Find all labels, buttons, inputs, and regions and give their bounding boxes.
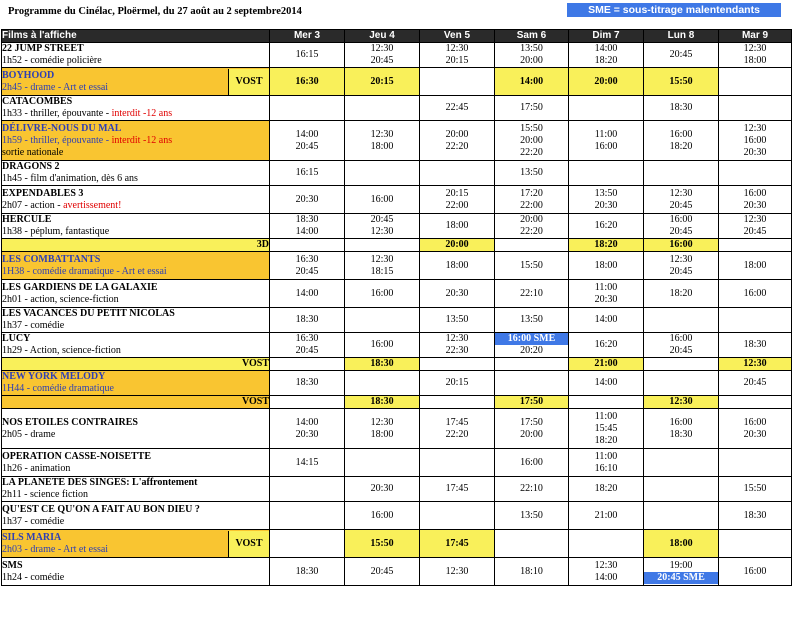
session-cell — [345, 449, 420, 477]
session-cell: 11:00 15:45 18:20 — [569, 409, 644, 449]
session-cell: 17:45 — [420, 477, 495, 502]
film-info — [2, 252, 270, 280]
session-cell: 18:30 — [270, 308, 345, 333]
film-row — [2, 121, 792, 161]
session-cell: 18:30 — [719, 502, 792, 530]
session-cell: 18:00 — [420, 214, 495, 239]
session-cell: 11:00 16:00 — [569, 121, 644, 161]
session-cell: 14:00 — [569, 308, 644, 333]
column-header-day: Ven 5 — [420, 30, 495, 43]
session-cell-tagged: 12:30 — [719, 358, 792, 371]
session-cell: 16:00 — [719, 280, 792, 308]
session-cell — [420, 502, 495, 530]
session-cell: 12:30 14:00 — [569, 558, 644, 586]
session-sme: 20:45 SME — [644, 572, 718, 584]
session-cell: 20:45 — [644, 43, 719, 68]
session-cell: 18:30 — [270, 371, 345, 396]
film-title: LES GARDIENS DE LA GALAXIE — [2, 281, 158, 293]
film-details: 2h05 - drame — [2, 428, 56, 440]
session-cell — [644, 308, 719, 333]
film-details: 1h52 - comédie policière — [2, 55, 102, 66]
session-cell — [345, 308, 420, 333]
session-cell — [644, 161, 719, 186]
film-row — [2, 68, 792, 96]
session-cell: 20:15 22:00 — [420, 186, 495, 214]
session-cell: 22:45 — [420, 96, 495, 121]
session-cell: 20:45 — [345, 558, 420, 586]
film-title: LES COMBATTANTS — [2, 253, 101, 265]
page-title: Programme du Cinélac, Ploërmel, du 27 août au 2 septembre2014 — [8, 6, 302, 17]
film-details: 2h03 - drame - Art et essai — [2, 543, 109, 555]
film-info — [2, 68, 270, 96]
session-cell — [495, 371, 569, 396]
session-cell: 20:00 22:20 — [420, 121, 495, 161]
session-cell: 15:50 — [719, 477, 792, 502]
session-cell: 18:30 — [719, 333, 792, 358]
film-title: SILS MARIA — [2, 531, 62, 543]
film-row — [2, 371, 792, 396]
column-header-day: Lun 8 — [644, 30, 719, 43]
film-info — [2, 186, 270, 214]
film-row — [2, 558, 792, 586]
page-header — [0, 0, 800, 28]
session-cell: 11:00 20:30 — [569, 280, 644, 308]
column-header-day: Mer 3 — [270, 30, 345, 43]
film-info — [2, 280, 270, 308]
film-release-note: sortie nationale — [2, 146, 64, 158]
session-cell-tagged: 17:50 — [495, 396, 569, 409]
film-row — [2, 43, 792, 68]
film-row — [2, 214, 792, 239]
film-title: OPERATION CASSE-NOISETTE — [2, 450, 152, 462]
film-row — [2, 409, 792, 449]
session-cell: 12:30 — [420, 558, 495, 586]
film-title: LA PLANETE DES SINGES: L'affrontement — [2, 477, 198, 488]
session-cell: 16:15 — [270, 43, 345, 68]
session-cell: 12:30 20:45 — [644, 252, 719, 280]
film-row — [2, 477, 792, 502]
session-cell: 12:30 20:45 — [644, 186, 719, 214]
film-details: 2h11 - science fiction — [2, 489, 88, 500]
session-cell-tagged — [270, 396, 345, 409]
film-tag: VOST — [228, 69, 269, 95]
session-cell — [719, 308, 792, 333]
film-info — [2, 161, 270, 186]
session-cell — [644, 502, 719, 530]
session-cell: 16:20 — [569, 214, 644, 239]
session-cell: 16:30 20:45 — [270, 252, 345, 280]
film-row — [2, 96, 792, 121]
film-title: 22 JUMP STREET — [2, 43, 84, 54]
film-title: SMS — [2, 559, 23, 571]
session-time: 19:00 — [669, 559, 693, 571]
session-cell: 17:45 22:20 — [420, 409, 495, 449]
session-cell — [495, 530, 569, 558]
film-row — [2, 530, 792, 558]
session-cell: 16:00 — [495, 449, 569, 477]
session-cell: 20:00 — [569, 68, 644, 96]
session-cell: 14:00 — [495, 68, 569, 96]
film-title: NEW YORK MELODY — [2, 371, 106, 382]
film-row — [2, 252, 792, 280]
session-cell-tagged — [569, 396, 644, 409]
session-cell: 14:00 — [569, 371, 644, 396]
session-cell: 16:00 20:45 — [644, 214, 719, 239]
film-row — [2, 161, 792, 186]
session-cell-tagged: 18:30 — [345, 358, 420, 371]
session-cell: 16:30 20:45 — [270, 333, 345, 358]
session-cell — [345, 96, 420, 121]
session-cell: 12:30 18:00 — [719, 43, 792, 68]
session-cell-tagged: 21:00 — [569, 358, 644, 371]
film-tag-row — [2, 358, 792, 371]
session-cell — [495, 333, 569, 358]
session-cell — [719, 96, 792, 121]
session-cell: 16:00 20:30 — [719, 186, 792, 214]
session-cell — [420, 68, 495, 96]
session-cell: 20:30 — [420, 280, 495, 308]
session-cell-tagged: 18:30 — [345, 396, 420, 409]
film-info — [2, 502, 270, 530]
session-cell: 18:30 — [270, 558, 345, 586]
session-cell: 12:30 18:00 — [345, 121, 420, 161]
film-row — [2, 308, 792, 333]
film-info — [2, 477, 270, 502]
session-cell: 12:30 20:45 — [719, 214, 792, 239]
column-header-films: Films à l'affiche — [2, 30, 270, 43]
film-tag: VOST — [2, 396, 270, 409]
film-info — [2, 530, 270, 558]
session-cell — [644, 449, 719, 477]
film-title: LUCY — [2, 333, 31, 344]
session-cell — [644, 371, 719, 396]
session-cell: 16:20 — [569, 333, 644, 358]
film-info — [2, 121, 270, 161]
film-details: 1h59 - thriller, épouvante - — [2, 134, 112, 146]
sme-legend: SME = sous-titrage malentendants — [567, 3, 781, 17]
session-cell — [569, 96, 644, 121]
session-cell: 13:50 20:30 — [569, 186, 644, 214]
session-cell: 15:50 — [345, 530, 420, 558]
film-row — [2, 449, 792, 477]
film-info — [2, 308, 270, 333]
session-cell: 16:00 — [345, 333, 420, 358]
film-details: 1h26 - animation — [2, 462, 71, 474]
session-cell: 12:30 22:30 — [420, 333, 495, 358]
session-cell: 20:30 — [345, 477, 420, 502]
column-header-day: Dim 7 — [569, 30, 644, 43]
column-header-day: Sam 6 — [495, 30, 569, 43]
film-title: DRAGONS 2 — [2, 161, 60, 172]
session-cell — [345, 161, 420, 186]
session-cell: 16:00 18:20 — [644, 121, 719, 161]
session-cell: 18:00 — [569, 252, 644, 280]
film-warning: avertissement! — [63, 199, 122, 211]
session-cell: 13:50 — [420, 308, 495, 333]
film-row — [2, 502, 792, 530]
film-title: EXPENDABLES 3 — [2, 187, 84, 199]
session-cell: 14:00 20:30 — [270, 409, 345, 449]
session-cell: 20:30 — [270, 186, 345, 214]
session-cell: 12:30 20:45 — [345, 43, 420, 68]
film-details: 1H38 - comédie dramatique - Art et essai — [2, 265, 167, 277]
film-row — [2, 333, 792, 358]
film-info — [2, 371, 270, 396]
film-info — [2, 558, 270, 586]
session-cell: 20:45 12:30 — [345, 214, 420, 239]
film-details: 2h07 - action - — [2, 199, 64, 211]
session-cell: 20:15 — [420, 371, 495, 396]
film-details: 1H44 - comédie dramatique — [2, 383, 114, 394]
film-info — [2, 43, 270, 68]
session-cell: 13:50 — [495, 502, 569, 530]
session-cell — [719, 68, 792, 96]
session-cell — [270, 96, 345, 121]
session-cell: 18:10 — [495, 558, 569, 586]
session-cell — [644, 558, 719, 586]
film-info — [2, 409, 270, 449]
session-cell: 22:10 — [495, 280, 569, 308]
session-cell: 15:50 20:00 22:20 — [495, 121, 569, 161]
session-cell: 15:50 — [495, 252, 569, 280]
film-title: LES VACANCES DU PETIT NICOLAS — [2, 308, 175, 319]
film-tag: VOST — [2, 358, 270, 371]
session-cell — [270, 502, 345, 530]
session-cell: 16:00 — [345, 280, 420, 308]
session-cell: 12:30 18:00 — [345, 409, 420, 449]
session-cell: 16:00 — [345, 186, 420, 214]
session-cell: 21:00 — [569, 502, 644, 530]
session-cell — [569, 161, 644, 186]
film-info — [2, 96, 270, 121]
film-details: 2h01 - action, science-fiction — [2, 293, 119, 305]
film-details: 1h29 - Action, science-fiction — [2, 345, 121, 356]
session-cell: 17:20 22:00 — [495, 186, 569, 214]
session-cell: 17:45 — [420, 530, 495, 558]
session-cell: 16:00 — [719, 558, 792, 586]
session-cell: 20:45 — [719, 371, 792, 396]
session-cell: 16:15 — [270, 161, 345, 186]
session-cell: 12:30 18:15 — [345, 252, 420, 280]
session-cell: 18:00 — [420, 252, 495, 280]
session-time: 20:20 — [520, 345, 543, 356]
session-cell-tagged — [420, 396, 495, 409]
film-title: HERCULE — [2, 214, 52, 225]
film-tag: 3D — [2, 239, 270, 252]
session-cell-tagged — [495, 358, 569, 371]
film-title: BOYHOOD — [2, 69, 55, 81]
session-cell — [719, 530, 792, 558]
session-cell — [719, 161, 792, 186]
film-details: 1h33 - thriller, épouvante - — [2, 108, 112, 119]
film-info — [2, 214, 270, 239]
session-cell-tagged — [719, 239, 792, 252]
session-cell-tagged — [644, 358, 719, 371]
film-row — [2, 280, 792, 308]
session-cell — [270, 477, 345, 502]
session-cell: 14:15 — [270, 449, 345, 477]
film-warning: interdit -12 ans — [111, 134, 173, 146]
session-cell: 12:30 20:15 — [420, 43, 495, 68]
session-cell: 14:00 — [270, 280, 345, 308]
film-details: 1h37 - comédie — [2, 320, 65, 331]
session-cell: 18:20 — [644, 280, 719, 308]
session-cell: 17:50 20:00 — [495, 409, 569, 449]
session-cell: 13:50 20:00 — [495, 43, 569, 68]
session-sme: 16:00 SME — [495, 333, 568, 345]
session-cell: 14:00 20:45 — [270, 121, 345, 161]
session-cell-tagged: 12:30 — [644, 396, 719, 409]
session-cell-tagged: 16:00 — [644, 239, 719, 252]
session-cell — [420, 161, 495, 186]
session-cell — [569, 530, 644, 558]
session-cell-tagged — [345, 239, 420, 252]
header-row — [2, 30, 792, 43]
session-cell — [345, 371, 420, 396]
film-tag-row — [2, 396, 792, 409]
film-row — [2, 186, 792, 214]
session-cell: 16:30 — [270, 68, 345, 96]
session-cell-tagged — [719, 396, 792, 409]
column-header-day: Mar 9 — [719, 30, 792, 43]
session-cell-tagged — [420, 358, 495, 371]
session-cell — [719, 449, 792, 477]
film-tag: VOST — [228, 531, 269, 557]
film-tag-row — [2, 239, 792, 252]
session-cell — [270, 530, 345, 558]
session-cell-tagged — [270, 358, 345, 371]
session-cell: 18:30 14:00 — [270, 214, 345, 239]
film-info — [2, 449, 270, 477]
session-cell: 17:50 — [495, 96, 569, 121]
session-cell: 14:00 18:20 — [569, 43, 644, 68]
session-cell-tagged — [270, 239, 345, 252]
film-title: NOS ETOILES CONTRAIRES — [2, 416, 138, 428]
session-cell: 18:00 — [719, 252, 792, 280]
schedule-table — [1, 29, 792, 586]
session-cell — [644, 477, 719, 502]
film-title: DÉLIVRE-NOUS DU MAL — [2, 122, 122, 134]
film-title: CATACOMBES — [2, 96, 73, 107]
session-cell: 18:30 — [644, 96, 719, 121]
film-details: 2h45 - drame - Art et essai — [2, 81, 109, 93]
session-cell: 16:00 20:45 — [644, 333, 719, 358]
session-cell: 22:10 — [495, 477, 569, 502]
session-cell: 20:00 22:20 — [495, 214, 569, 239]
session-cell: 18:00 — [644, 530, 719, 558]
film-details: 1h45 - film d'animation, dès 6 ans — [2, 173, 138, 184]
session-cell: 20:15 — [345, 68, 420, 96]
session-cell: 16:00 18:30 — [644, 409, 719, 449]
session-cell: 16:00 20:30 — [719, 409, 792, 449]
session-cell: 13:50 — [495, 161, 569, 186]
session-cell-tagged: 18:20 — [569, 239, 644, 252]
film-warning: interdit -12 ans — [111, 108, 173, 119]
session-cell: 18:20 — [569, 477, 644, 502]
session-cell: 15:50 — [644, 68, 719, 96]
film-info — [2, 333, 270, 358]
session-cell-tagged: 20:00 — [420, 239, 495, 252]
session-cell — [420, 449, 495, 477]
session-cell: 11:00 16:10 — [569, 449, 644, 477]
film-details: 1h37 - comédie — [2, 515, 65, 527]
session-cell: 12:30 16:00 20:30 — [719, 121, 792, 161]
film-details: 1h38 - péplum, fantastique — [2, 226, 110, 237]
session-cell: 16:00 — [345, 502, 420, 530]
session-cell-tagged — [495, 239, 569, 252]
film-title: QU'EST CE QU'ON A FAIT AU BON DIEU ? — [2, 503, 200, 515]
column-header-day: Jeu 4 — [345, 30, 420, 43]
film-details: 1h24 - comédie — [2, 571, 65, 583]
session-cell: 13:50 — [495, 308, 569, 333]
